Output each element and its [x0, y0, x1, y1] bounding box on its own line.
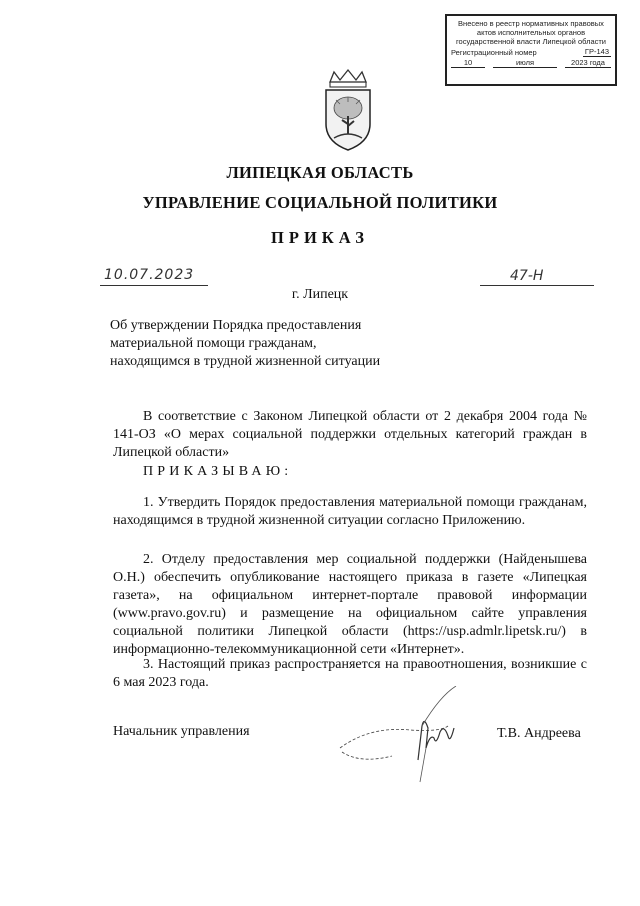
- stamp-reg-number: ГР-143: [584, 47, 609, 56]
- subject-line-3: находящимся в трудной жизненной ситуации: [110, 354, 381, 369]
- order-item-1: 1. Утвердить Порядок предоставления материальной помощи гражданам, находящимся в трудной жизненной ситуации согласно Приложению.: [113, 495, 587, 528]
- number-underline: [480, 285, 594, 286]
- department-title: УПРАВЛЕНИЕ СОЦИАЛЬНОЙ ПОЛИТИКИ: [142, 193, 498, 212]
- stamp-line-3: государственной власти Липецкой области: [455, 37, 606, 46]
- subject-line-2: материальной помощи гражданам,: [110, 336, 317, 351]
- stamp-line-1: Внесено в реестр нормативных правовых: [458, 19, 604, 28]
- registration-stamp: [445, 14, 617, 86]
- stamp-day: 10: [451, 58, 485, 68]
- stamp-reg-label: Регистрационный номер: [451, 48, 537, 57]
- handwritten-signature: [330, 686, 480, 786]
- legal-basis-paragraph: В соответствие с Законом Липецкой области от 2 декабря 2004 года № 141-ОЗ «О мерах социальной поддержки отдельных категорий граждан в Липецкой области»: [113, 409, 587, 460]
- date-underline: [100, 285, 208, 286]
- order-word: ПРИКАЗЫВАЮ:: [143, 464, 293, 479]
- document-type: ПРИКАЗ: [271, 228, 369, 247]
- stamp-month: июля: [493, 58, 557, 68]
- order-number: 47-Н: [510, 268, 544, 284]
- city: г. Липецк: [291, 287, 349, 302]
- subject-line-1: Об утверждении Порядка предоставления: [110, 318, 362, 333]
- stamp-line-2: актов исполнительных органов: [476, 28, 586, 37]
- stamp-year: 2023 года: [565, 58, 611, 68]
- order-date: 10.07.2023: [104, 267, 195, 283]
- signer-position: Начальник управления: [113, 724, 250, 739]
- coat-of-arms-icon: [320, 68, 376, 152]
- order-item-2: 2. Отделу предоставления мер социальной поддержки (Найденышева О.Н.) обеспечить опубликование настоящего приказа в газете «Липецкая газета», на официальном интернет-портале правовой информации (www.pravo.gov.ru) и размещение на официальном сайте управления социальной политики Липецкой области (https://usp.admlr.lipetsk.ru/) в информационно-телекоммуникационной сети «Интернет».: [113, 552, 587, 657]
- order-item-3: 3. Настоящий приказ распространяется на правоотношения, возникшие с 6 мая 2023 года.: [113, 657, 587, 690]
- order-subject: [110, 317, 430, 371]
- signer-name: Т.В. Андреева: [497, 726, 581, 741]
- region-title: ЛИПЕЦКАЯ ОБЛАСТЬ: [226, 163, 414, 182]
